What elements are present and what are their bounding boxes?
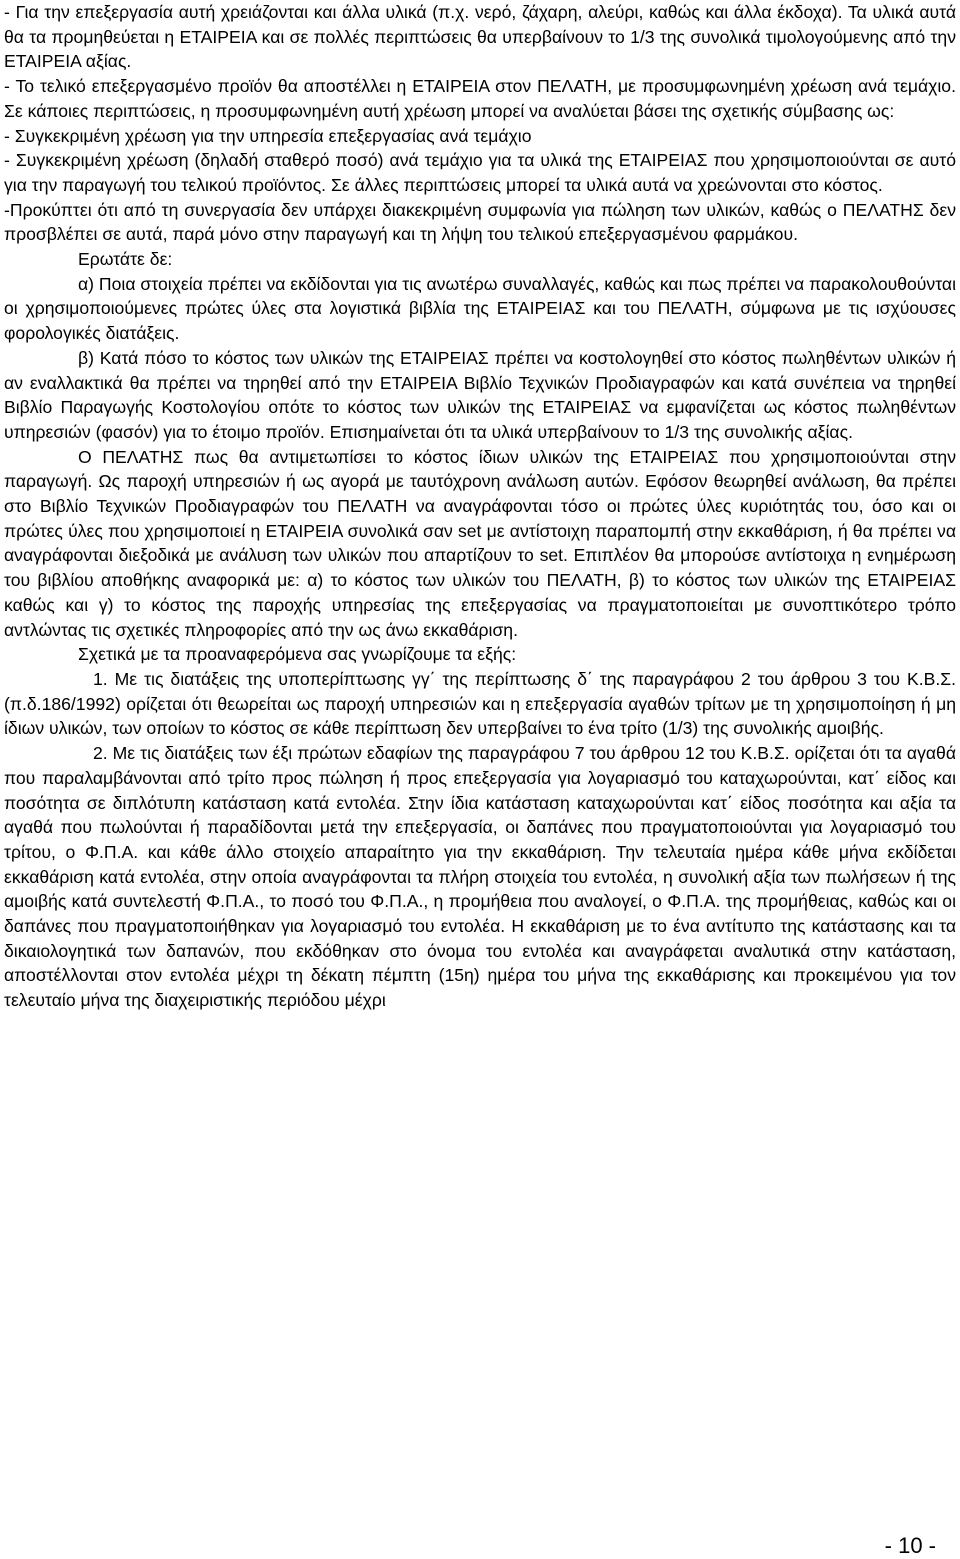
- paragraph-question-b: β) Κατά πόσο το κόστος των υλικών της ΕΤΑΙΡΕΙΑΣ πρέπει να κοστολογηθεί στο κόστος πωληθέντων υλικών ή αν εναλλακτικά θα πρέπει να τηρηθεί από την ΕΤΑΙΡΕΙΑ Βιβλίο Τεχνικών Προδιαγραφών και κατά συνέπεια να τηρηθεί Βιβλίο Παραγωγής Κοστολογίου οπότε το κόστος των υλικών της ΕΤΑΙΡΕΙΑΣ να εμφανίζεται ως κόστος πωληθέντων υπηρεσιών (φασόν) για το έτοιμο προϊόν. Επισημαίνεται ότι τα υλικά υπερβαίνουν το 1/3 της συνολικής αξίας.: [4, 347, 956, 442]
- paragraph-client-cost: Ο ΠΕΛΑΤΗΣ πως θα αντιμετωπίσει το κόστος ίδιων υλικών της ΕΤΑΙΡΕΙΑΣ που χρησιμοποιούνται στην παραγωγή. Ως παροχή υπηρεσιών ή ως αγορά με ταυτόχρονη ανάλωση αυτών. Εφόσον θεωρηθεί ανάλωση, θα πρέπει στο Βιβλίο Τεχνικών Προδιαγραφών του ΠΕΛΑΤΗ να αναγράφονται τόσο οι πρώτες ύλες κυριότητάς του, όσο και οι πρώτες ύλες που χρησιμοποιεί η ΕΤΑΙΡΕΙΑ συνολικά σαν set με αντίστοιχη παραπομπή στην εκκαθάριση, ή θα πρέπει να αναγράφονται διεξοδικά με ανάλυση των υλικών που απαρτίζουν το set. Επιπλέον θα μπορούσε αντίστοιχα η ενημέρωση του βιβλίου αποθήκης αναφορικά με: α) το κόστος των υλικών του ΠΕΛΑΤΗ, β) το κόστος των υλικών της ΕΤΑΙΡΕΙΑΣ καθώς και γ) το κόστος της παροχής υπηρεσίας της επεξεργασίας να πραγματοποιείται με συνοπτικότερο τρόπο αντλώντας τις σχετικές πληροφορίες από την ως άνω εκκαθάριση.: [4, 446, 956, 640]
- paragraph-charge-service: - Συγκεκριμένη χρέωση για την υπηρεσία επεξεργασίας ανά τεμάχιο: [4, 125, 532, 146]
- paragraph-questions-heading: Ερωτάτε δε:: [78, 249, 173, 270]
- document-page: [4, 0, 956, 1013]
- paragraph-point-1: 1. Με τις διατάξεις της υποπερίπτωσης γγ΄ της περίπτωσης δ΄ της παραγράφου 2 του άρθρου 3 του Κ.Β.Σ. (π.δ.186/1992) ορίζεται ότι θεωρείται ως παροχή υπηρεσιών και η επεξεργασία αγαθών τρίτων με τη χρησιμοποίηση ή μη ίδιων υλικών, των οποίων το κόστος σε κάθε περίπτωση δεν υπερβαίνει το ένα τρίτο (1/3) της συνολικής αμοιβής.: [4, 668, 956, 739]
- paragraph-no-sale: -Προκύπτει ότι από τη συνεργασία δεν υπάρχει διακεκριμένη συμφωνία για πώληση των υλικών, καθώς ο ΠΕΛΑΤΗΣ δεν προσβλέπει σε αυτά, παρά μόνο στην παραγωγή και τη λήψη του τελικού επεξεργασμένου φαρμάκου.: [4, 199, 956, 245]
- paragraph-final-product: - Το τελικό επεξεργασμένο προϊόν θα αποστέλλει η ΕΤΑΙΡΕΙΑ στον ΠΕΛΑΤΗ, με προσυμφωνημένη χρέωση ανά τεμάχιο. Σε κάποιες περιπτώσεις, η προσυμφωνημένη αυτή χρέωση μπορεί να αναλύεται βάσει της σχετικής σύμβασης ως:: [4, 76, 956, 121]
- paragraph-reply-intro: Σχετικά με τα προαναφερόμενα σας γνωρίζουμε τα εξής:: [78, 644, 517, 665]
- paragraph-charge-materials: - Συγκεκριμένη χρέωση (δηλαδή σταθερό ποσό) ανά τεμάχιο για τα υλικά της ΕΤΑΙΡΕΙΑΣ που χρησιμοποιούνται σε αυτό για την παραγωγή του τελικού προϊόντος. Σε άλλες περιπτώσεις μπορεί τα υλικά αυτά να χρεώνονται στο κόστος.: [4, 150, 956, 195]
- page-number: - 10 -: [884, 1533, 936, 1558]
- paragraph-materials: - Για την επεξεργασία αυτή χρειάζονται και άλλα υλικά (π.χ. νερό, ζάχαρη, αλεύρι, καθώς και άλλα έκδοχα). Τα υλικά αυτά θα τα προμηθεύεται η ΕΤΑΙΡΕΙΑ και σε πολλές περιπτώσεις θα υπερβαίνουν το 1/3 της συνολικά τιμολογούμενης από την ΕΤΑΙΡΕΙΑ αξίας.: [4, 2, 956, 72]
- paragraph-question-a: α) Ποια στοιχεία πρέπει να εκδίδονται για τις ανωτέρω συναλλαγές, καθώς και πως πρέπει να παρακολουθούνται οι χρησιμοποιούμενες πρώτες ύλες στα λογιστικά βιβλία της ΕΤΑΙΡΕΙΑΣ και του ΠΕΛΑΤΗ, σύμφωνα με τις ισχύουσες φορολογικές διατάξεις.: [4, 273, 956, 344]
- paragraph-point-2: 2. Με τις διατάξεις των έξι πρώτων εδαφίων της παραγράφου 7 του άρθρου 12 του Κ.Β.Σ. ορίζεται ότι τα αγαθά που παραλαμβάνονται από τρίτο προς πώληση ή προς επεξεργασία για λογαριασμό του καταχωρούνται, κατ΄ είδος και ποσότητα σε διπλότυπη κατάσταση κατά εντολέα. Στην ίδια κατάσταση καταχωρούνται κατ΄ είδος ποσότητα και αξία τα αγαθά που πωλούνται ή παραδίδονται μετά την επεξεργασία, οι δαπάνες που πραγματοποιούνται για λογαριασμό του τρίτου, ο Φ.Π.Α. και κάθε άλλο στοιχείο απαραίτητο για την εκκαθάριση. Την τελευταία ημέρα κάθε μήνα εκδίδεται εκκαθάριση κατά εντολέα, στην οποία αναγράφονται τα πλήρη στοιχεία του εντολέα, η συνολική αξία των πωλήσεων ή της αμοιβής κατά συντελεστή Φ.Π.Α., το ποσό του Φ.Π.Α., η προμήθεια που αναλογεί, ο Φ.Π.Α. της προμήθειας, καθώς και οι δαπάνες που πραγματοποιήθηκαν για λογαριασμό του εντολέα. Η εκκαθάριση με το ένα αντίτυπο της κατάστασης και τα δικαιολογητικά των δαπανών, που εκδόθηκαν στο όνομα του εντολέα και αναγράφεται αναλυτικά στην κατάσταση, αποστέλλονται στον εντολέα μέχρι τη δέκατη πέμπτη (15η) ημέρα του μήνα της εκκαθάρισης και προκειμένου για τον τελευταίο μήνα της διαχειριστικής περιόδου μέχρι: [4, 743, 956, 1011]
